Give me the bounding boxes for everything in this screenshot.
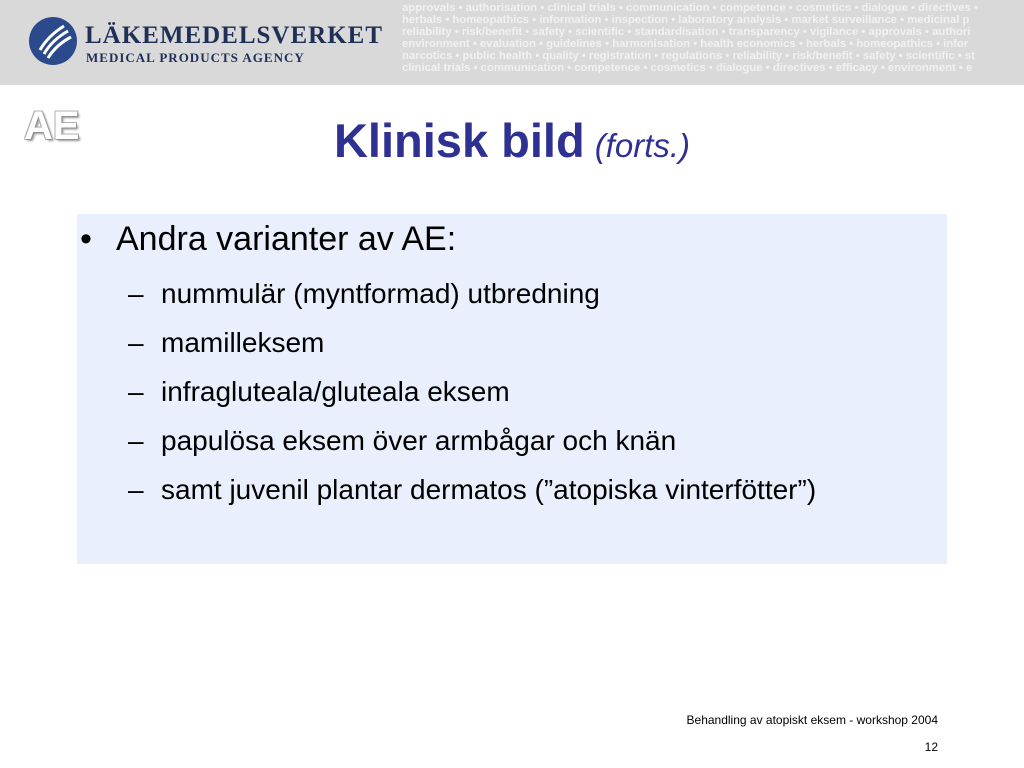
bullet-text: Andra varianter av AE: <box>116 220 457 258</box>
keyword-line: narcotics • public health • quality • registration • regulations • reliability • risk/benefit • safety • scientific • st <box>402 50 975 62</box>
dash-marker: – <box>128 327 144 358</box>
keyword-line: reliability • risk/benefit • safety • scientific • standardisation • transparency • vigilance • approvals • authori <box>402 26 971 38</box>
dash-marker: – <box>128 425 144 456</box>
sub-bullet-list <box>128 275 928 520</box>
agency-emblem-icon <box>28 16 78 66</box>
slide-title <box>0 113 1024 168</box>
bullet-item <box>80 220 456 259</box>
sub-bullet-item <box>128 324 928 361</box>
dash-marker: – <box>128 278 144 309</box>
sub-bullet-item <box>128 471 928 508</box>
sub-bullet-text: mamilleksem <box>161 327 325 358</box>
dash-marker: – <box>128 376 144 407</box>
keyword-line: herbals • homeopathics • information • inspection • laboratory analysis • market surveillance • medicinal p <box>402 14 970 26</box>
sub-bullet-text: nummulär (myntformad) utbredning <box>161 278 600 309</box>
dash-marker: – <box>128 474 144 505</box>
sub-bullet-text: samt juvenil plantar dermatos (”atopiska vinterfötter”) <box>161 474 817 505</box>
header-banner <box>0 0 1024 85</box>
corner-label: AE <box>24 104 80 148</box>
sub-bullet-item <box>128 275 928 312</box>
title-main: Klinisk bild <box>333 114 585 167</box>
sub-bullet-text: papulösa eksem över armbågar och knän <box>161 425 677 456</box>
title-subtitle: (forts.) <box>594 127 691 164</box>
footer-caption: Behandling av atopiskt eksem - workshop 2004 <box>686 713 938 727</box>
brand-subtitle: MEDICAL PRODUCTS AGENCY <box>86 50 305 65</box>
keyword-line: clinical trials • communication • competence • cosmetics • dialogue • directives • efficacy • environment • e <box>402 62 973 74</box>
keyword-banner <box>402 2 1024 82</box>
brand-name: LÄKEMEDELSVERKET <box>85 22 384 49</box>
keyword-line: approvals • authorisation • clinical trials • communication • competence • cosmetics • dialogue • directives • <box>402 2 978 14</box>
sub-bullet-text: infragluteala/gluteala eksem <box>161 376 510 407</box>
bullet-marker: • <box>80 220 92 258</box>
page-number: 12 <box>924 740 938 754</box>
sub-bullet-item <box>128 373 928 410</box>
sub-bullet-item <box>128 422 928 459</box>
keyword-line: environment • evaluation • guidelines • harmonisation • health economics • herbals • homeopathics • infor <box>402 38 969 50</box>
